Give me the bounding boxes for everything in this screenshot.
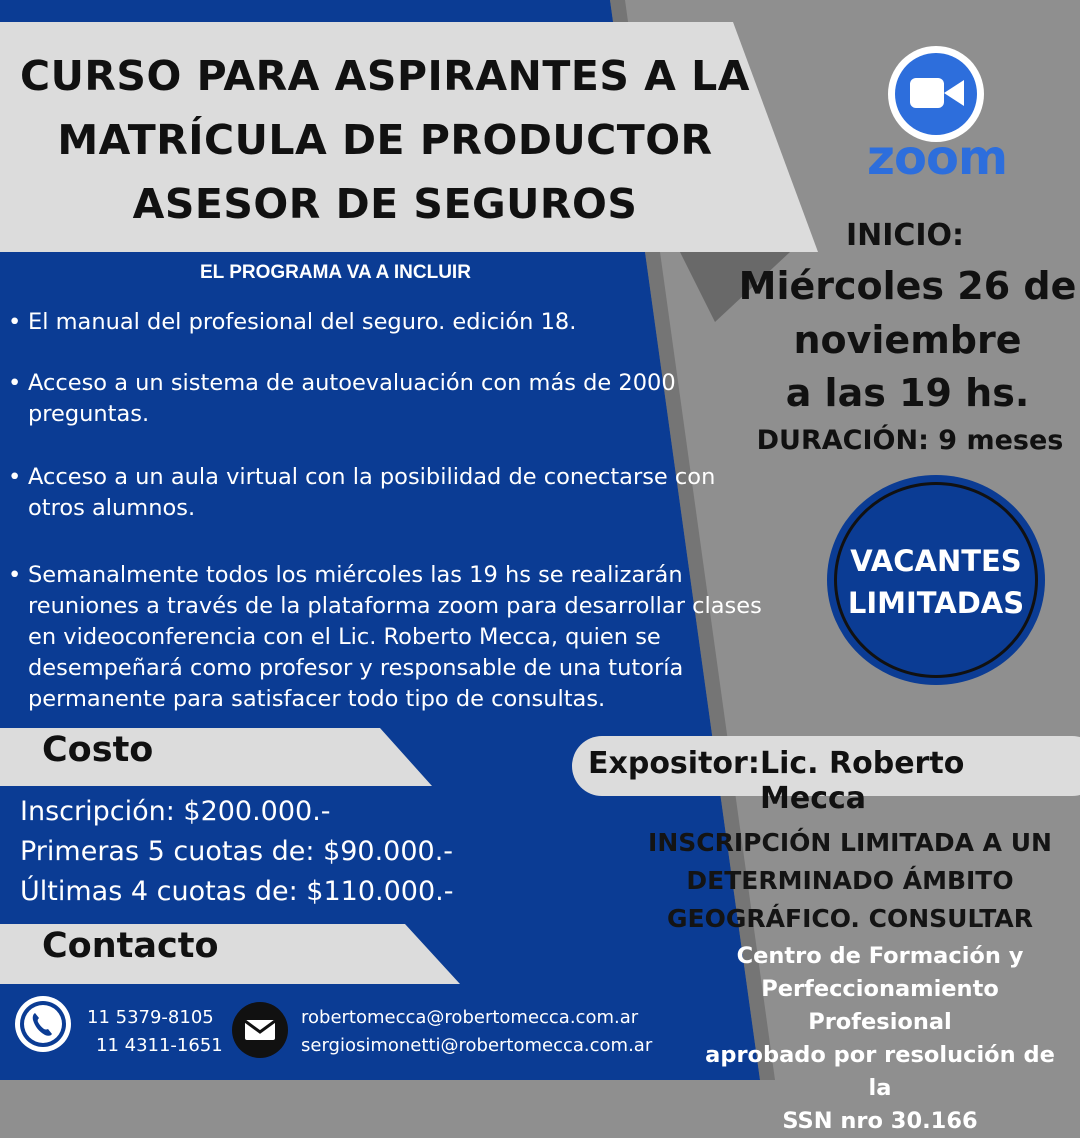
title-line-2: MATRÍCULA DE PRODUCTOR [57, 116, 713, 164]
video-camera-lens-icon [944, 80, 964, 106]
bullet-icon: • [8, 562, 22, 588]
expositor-label: Expositor: [588, 746, 760, 781]
program-item-text: Acceso a un aula virtual con la posibilidad de conectarse con otros alumnos. [28, 464, 716, 521]
program-item [8, 368, 768, 430]
program-item [8, 462, 768, 524]
inicio-label: INICIO: [845, 218, 965, 253]
email-icon [232, 1002, 288, 1058]
program-item-text: El manual del profesional del seguro. edición 18. [28, 309, 577, 335]
contact-phone-2[interactable]: 11 4311-1651 [96, 1035, 223, 1056]
bullet-icon: • [8, 370, 22, 396]
contacto-heading: Contacto [42, 926, 219, 966]
expositor-name: Lic. Roberto Mecca [760, 746, 965, 816]
cost-inscripcion: Inscripción: $200.000.- [20, 796, 331, 827]
vacantes-line-1: VACANTES [850, 544, 1022, 578]
vacantes-line-2: LIMITADAS [847, 586, 1025, 620]
contact-email-2[interactable]: sergiosimonetti@robertomecca.com.ar [301, 1035, 653, 1056]
program-item [8, 307, 768, 338]
inscripcion-note [640, 824, 1060, 938]
inscripcion-note-line-1: INSCRIPCIÓN LIMITADA A UN [648, 828, 1052, 857]
contact-email-1[interactable]: robertomecca@robertomecca.com.ar [301, 1007, 639, 1028]
title-line-1: CURSO PARA ASPIRANTES A LA [19, 52, 751, 100]
title-line-3: ASESOR DE SEGUROS [132, 180, 638, 228]
cost-ultimas-cuotas: Últimas 4 cuotas de: $110.000.- [20, 876, 454, 907]
program-heading: EL PROGRAMA VA A INCLUIR [200, 262, 471, 283]
costo-heading: Costo [42, 730, 154, 770]
zoom-wordmark: zoom [867, 130, 1007, 186]
bullet-icon: • [8, 464, 22, 490]
inscripcion-note-line-2: DETERMINADO ÁMBITO [686, 866, 1014, 895]
inicio-date-line2: noviembre [793, 318, 1022, 362]
centro-line-2: Perfeccionamiento Profesional [761, 976, 999, 1035]
program-item-text: Acceso a un sistema de autoevaluación con más de 2000 preguntas. [28, 370, 676, 427]
bullet-icon: • [8, 309, 22, 335]
centro-line-4: SSN nro 30.166 [782, 1108, 978, 1134]
video-camera-icon [910, 78, 944, 108]
inscripcion-note-line-3: GEOGRÁFICO. CONSULTAR [667, 904, 1033, 933]
phone-icon [15, 996, 71, 1052]
vacantes-text [834, 540, 1038, 624]
program-item-text: Semanalmente todos los miércoles las 19 hs se realizarán reuniones a través de la plataforma zoom para desarrollar clases en videoconferencia con el Lic. Roberto Mecca, quien se desempeñará como profesor y responsable de una tutoría permanente para satisfacer todo tipo de consultas. [28, 562, 762, 712]
program-item [8, 560, 768, 715]
centro-formacion-text [690, 940, 1070, 1138]
cost-primeras-cuotas: Primeras 5 cuotas de: $90.000.- [20, 836, 454, 867]
centro-line-1: Centro de Formación y [736, 943, 1024, 969]
inicio-time: a las 19 hs. [785, 371, 1030, 415]
contact-phone-1[interactable]: 11 5379-8105 [87, 1007, 214, 1028]
duracion: DURACIÓN: 9 meses [756, 425, 1064, 456]
inicio-date-line1: Miércoles 26 de [738, 264, 1077, 308]
centro-line-3: aprobado por resolución de la [705, 1042, 1055, 1101]
